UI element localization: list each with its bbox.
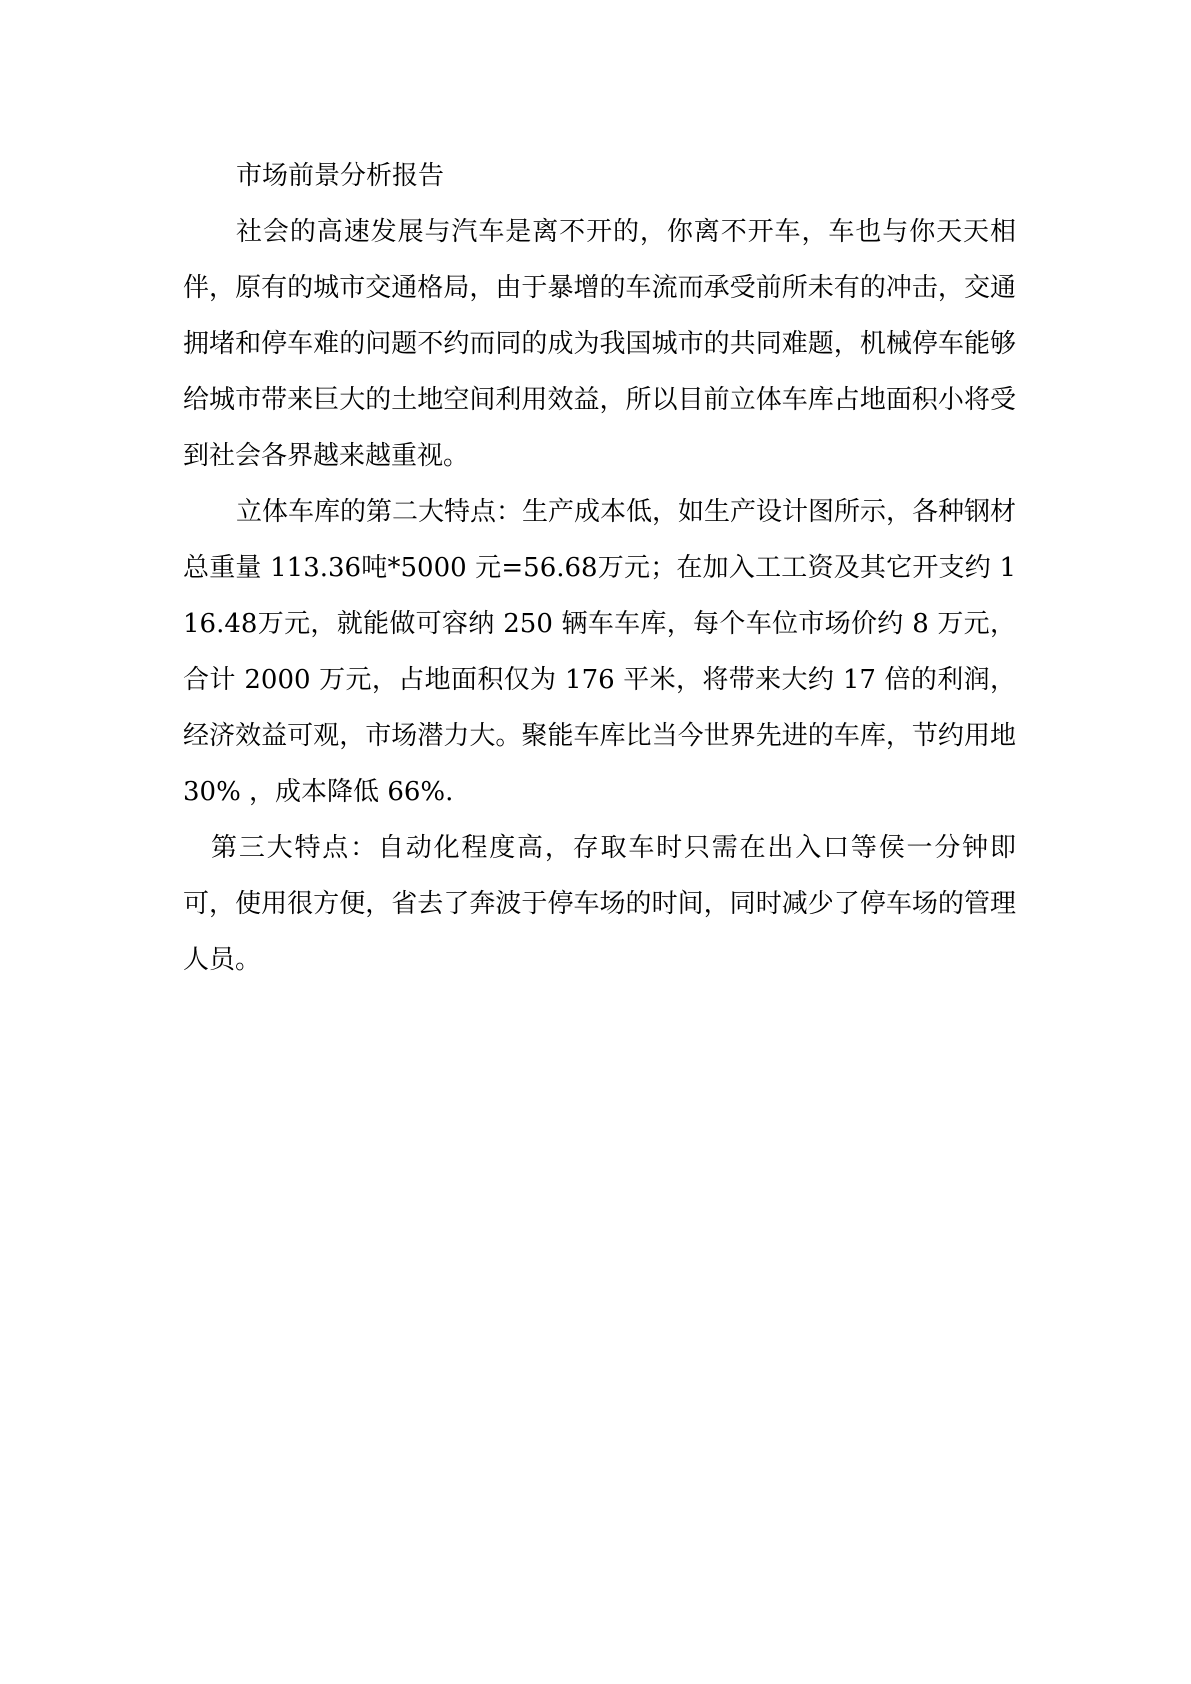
document-title: 市场前景分析报告 — [236, 161, 445, 191]
paragraph-second-feature: 立体车库的第二大特点：生产成本低，如生产设计图所示，各种钢材总重量 113.36吨*5000 元=56.68万元；在加入工工资及其它开支约 116.48万元，就能做可容纳 250 辆车车库，每个车位市场价约 8 万元，合计 2000 万元，占地面积仅为 176 平米，将带来大约 17 倍的利润，经济效益可观，市场潜力大。聚能车库比当今世界先进的车库，节约用地 30% ，成本降低 66%. — [183, 497, 1017, 807]
paragraph-intro: 社会的高速发展与汽车是离不开的，你离不开车，车也与你天天相伴，原有的城市交通格局，由于暴增的车流而承受前所未有的冲击，交通拥堵和停车难的问题不约而同的成为我国城市的共同难题，机械停车能够给城市带来巨大的土地空间利用效益，所以目前立体车库占地面积小将受到社会各界越来越重视。 — [183, 217, 1016, 471]
paragraph-third-feature: 第三大特点：自动化程度高，存取车时只需在出入口等侯一分钟即可，使用很方便，省去了奔波于停车场的时间，同时减少了停车场的管理人员。 — [183, 833, 1016, 975]
document-body — [183, 148, 1016, 988]
